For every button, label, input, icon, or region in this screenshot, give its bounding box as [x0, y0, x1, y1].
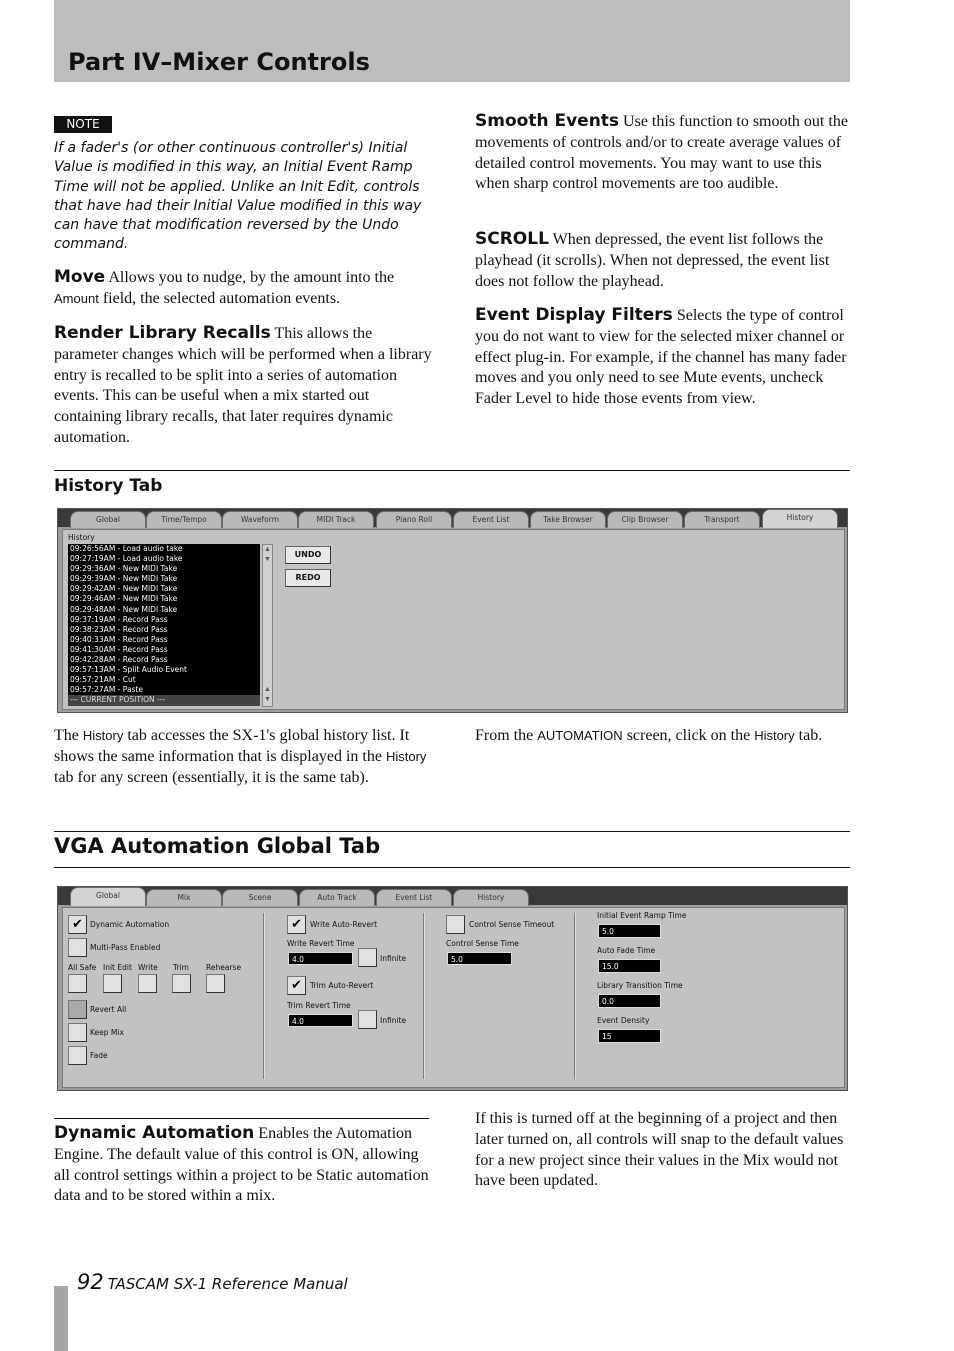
history-description-left — [54, 726, 432, 788]
history-entry[interactable]: 09:27:19AM - Load audio take — [70, 554, 183, 564]
keep-mix-label: Keep Mix — [90, 1028, 124, 1037]
history-keyword: History — [82, 728, 124, 743]
tab-transport[interactable]: Transport — [684, 511, 760, 528]
dynamic-automation-label: Dynamic Automation — [90, 920, 170, 929]
tab-midi-track[interactable]: MIDI Track — [298, 511, 374, 528]
footer — [77, 1270, 348, 1294]
mode-label-trim: Trim — [173, 963, 189, 972]
infinite-write-label: Infinite — [380, 954, 407, 963]
history-entry[interactable]: 09:40:33AM - Record Pass — [70, 634, 168, 644]
move-paragraph — [54, 267, 430, 310]
control-sense-timeout-checkbox[interactable] — [446, 915, 465, 934]
tab-event-list[interactable]: Event List — [376, 889, 452, 906]
render-heading: Render Library Recalls — [54, 323, 271, 343]
filters-paragraph — [475, 305, 850, 410]
history-keyword: History — [385, 748, 427, 764]
write-auto-revert-label: Write Auto-Revert — [310, 920, 378, 929]
infinite-write-checkbox[interactable] — [358, 948, 377, 967]
multi-pass-checkbox[interactable] — [68, 938, 87, 957]
tab-event-list[interactable]: Event List — [453, 511, 529, 528]
fade-button[interactable] — [68, 1046, 87, 1065]
filters-heading: Event Display Filters — [475, 305, 673, 325]
history-current-position[interactable]: --- CURRENT POSITION --- — [68, 695, 260, 705]
scroll-paragraph — [475, 229, 850, 292]
history-entry[interactable]: 09:57:21AM - Cut — [70, 675, 136, 685]
tab-history[interactable]: History — [762, 509, 838, 528]
history-section-title: History Tab — [54, 476, 163, 496]
undo-button[interactable]: UNDO — [285, 546, 331, 564]
event-density-label: Event Density — [597, 1016, 650, 1025]
scroll-down-icon[interactable]: ▼ — [264, 695, 271, 703]
history-entry[interactable]: 09:29:42AM - New MIDI Take — [70, 584, 178, 594]
history-content — [62, 529, 845, 710]
smooth-paragraph — [475, 111, 850, 195]
history-entry[interactable]: 09:38:23AM - Record Pass — [70, 624, 168, 634]
automation-keyword: AUTOMATION — [537, 728, 623, 743]
vga-screenshot — [57, 886, 848, 1091]
dynamic-automation-checkbox[interactable]: ✔ — [68, 915, 87, 934]
dynamic-automation-right-paragraph: If this is turned off at the beginning of a project and then later turned on, all controls will snap to the default values for a new project since their values in the Mix would not have been updated. — [475, 1110, 844, 1190]
auto-fade-field[interactable]: 15.0 — [598, 959, 661, 973]
revert-all-button[interactable] — [68, 1000, 87, 1019]
control-sense-time-field[interactable]: 5.0 — [447, 952, 512, 965]
tab-global[interactable]: Global — [70, 511, 146, 528]
write-button[interactable] — [138, 974, 157, 993]
history-list[interactable] — [68, 544, 260, 705]
keep-mix-button[interactable] — [68, 1023, 87, 1042]
history-desc-text: tab accesses the SX-1's global history list. It shows the same information that is displayed in the — [54, 727, 410, 765]
history-entry[interactable]: 09:41:30AM - Record Pass — [70, 644, 168, 654]
dynamic-rule — [54, 1118, 429, 1119]
vga-content — [62, 907, 845, 1088]
move-heading: Move — [54, 267, 106, 287]
history-desc-text: tab for any screen (essentially, it is the same tab). — [54, 768, 369, 786]
render-paragraph — [54, 323, 432, 449]
vga-section-title: VGA Automation Global Tab — [54, 834, 381, 858]
initial-event-ramp-label: Initial Event Ramp Time — [597, 911, 687, 920]
control-sense-timeout-label: Control Sense Timeout — [469, 920, 555, 929]
tab-piano-roll[interactable]: Piano Roll — [376, 511, 452, 528]
scroll-up-icon[interactable]: ▲ — [264, 545, 271, 553]
scroll-down-icon[interactable]: ▼ — [264, 555, 271, 563]
scroll-heading: SCROLL — [475, 229, 549, 249]
library-transition-field[interactable]: 0.0 — [598, 994, 661, 1008]
event-density-field[interactable]: 15 — [598, 1029, 661, 1043]
dynamic-automation-heading: Dynamic Automation — [54, 1123, 255, 1143]
multi-pass-label: Multi-Pass Enabled — [90, 943, 161, 952]
page-title: Part IV–Mixer Controls — [68, 48, 370, 76]
footer-bar — [54, 1286, 68, 1351]
tab-mix[interactable]: Mix — [146, 889, 222, 906]
trim-button[interactable] — [172, 974, 191, 993]
column-divider — [263, 913, 265, 1079]
tab-waveform[interactable]: Waveform — [222, 511, 298, 528]
move-text-end: field, the selected automation events. — [98, 289, 341, 307]
amount-keyword: Amount — [54, 290, 99, 306]
history-entry[interactable]: 09:29:46AM - New MIDI Take — [70, 594, 178, 604]
page-number: 92 — [77, 1270, 104, 1294]
tab-clip-browser[interactable]: Clip Browser — [607, 511, 683, 528]
history-entry[interactable]: 09:37:19AM - Record Pass — [70, 614, 168, 624]
history-screenshot — [57, 508, 848, 713]
render-text: This allows the parameter changes which will be performed when a library entry is recalled to be split into a series of automation events. This can be useful when a mix started out containing library recalls, that later requires dynamic automation. — [54, 325, 432, 446]
tab-take-browser[interactable]: Take Browser — [530, 511, 606, 528]
history-desc-text: tab. — [794, 727, 823, 744]
dynamic-automation-paragraph — [54, 1123, 432, 1207]
write-revert-time-label: Write Revert Time — [287, 939, 355, 948]
vga-rule-top — [54, 831, 850, 832]
column-divider — [423, 913, 425, 1079]
history-entry[interactable]: 09:57:13AM - Split Audio Event — [70, 665, 187, 675]
note-text: If a fader's (or other continuous controller's) Initial Value is modified in this way, an Initial Event Ramp Time will not be applied. Unlike an Init Edit, controls that have had their Initial Value modified in this way can have that modification reversed by the Undo command. — [54, 140, 422, 253]
init-edit-button[interactable] — [103, 974, 122, 993]
trim-revert-time-label: Trim Revert Time — [287, 1001, 351, 1010]
move-text: Allows you to nudge, by the amount into the — [105, 269, 395, 286]
history-entry[interactable]: 09:29:39AM - New MIDI Take — [70, 574, 178, 584]
fade-label: Fade — [90, 1051, 108, 1060]
scroll-text: When depressed, the event list follows the playhead (it scrolls). When not depressed, the event list does not follow the playhead. — [475, 231, 830, 290]
trim-auto-revert-label: Trim Auto-Revert — [310, 981, 374, 990]
auto-fade-label: Auto Fade Time — [597, 946, 656, 955]
history-entry[interactable]: 09:57:27AM - Paste — [70, 685, 144, 695]
mode-label-rehearse: Rehearse — [206, 963, 242, 972]
history-entry[interactable]: 09:42:28AM - Record Pass — [70, 655, 168, 665]
history-scrollbar[interactable] — [262, 544, 273, 707]
vga-rule-bottom — [54, 867, 850, 868]
library-transition-label: Library Transition Time — [597, 981, 683, 990]
tab-global[interactable]: Global — [70, 887, 146, 906]
tab-history[interactable]: History — [453, 889, 529, 906]
history-description-right — [475, 726, 850, 747]
mode-label-all-safe: All Safe — [68, 963, 97, 972]
tab-auto-track[interactable]: Auto Track — [299, 889, 375, 906]
all-safe-button[interactable] — [68, 974, 87, 993]
history-tab-bar — [58, 509, 847, 527]
revert-all-label: Revert All — [90, 1005, 127, 1014]
manual-title: TASCAM SX-1 Reference Manual — [107, 1275, 348, 1293]
history-rule — [54, 470, 850, 471]
tab-time-tempo[interactable]: Time/Tempo — [146, 511, 222, 528]
history-entry[interactable]: 09:29:48AM - New MIDI Take — [70, 604, 178, 614]
history-entry[interactable]: 09:26:56AM - Load audio take — [70, 544, 183, 553]
note-badge: NOTE — [54, 116, 112, 133]
mode-label-init-edit: Init Edit — [103, 963, 132, 972]
history-desc-text: From the — [475, 727, 538, 744]
filters-text: Selects the type of control you do not want to view for the selected mixer channel or effect plug-in. For example, if the channel has many fader moves and you only need to see Mute events, uncheck Fader Level to hide those events from view. — [475, 307, 847, 408]
infinite-trim-label: Infinite — [380, 1016, 407, 1025]
control-sense-time-label: Control Sense Time — [446, 939, 519, 948]
history-keyword: History — [754, 728, 795, 743]
smooth-heading: Smooth Events — [475, 111, 620, 131]
redo-button[interactable]: REDO — [285, 569, 331, 587]
infinite-trim-checkbox[interactable] — [358, 1010, 377, 1029]
scroll-up-icon[interactable]: ▲ — [264, 685, 271, 693]
mode-label-write: Write — [138, 963, 158, 972]
initial-event-ramp-field[interactable]: 5.0 — [598, 924, 661, 938]
history-desc-text: screen, click on the — [622, 727, 755, 744]
rehearse-button[interactable] — [206, 974, 225, 993]
trim-revert-time-field[interactable]: 4.0 — [288, 1014, 353, 1027]
column-divider — [574, 913, 576, 1079]
dynamic-automation-text: Enables the Automation Engine. The default value of this control is ON, allowing all control settings within a project to be Static automation data and to be stored within a mix. — [54, 1125, 429, 1205]
history-desc-text: The — [54, 727, 83, 744]
vga-tab-bar — [58, 887, 847, 905]
tab-scene[interactable]: Scene — [222, 889, 298, 906]
trim-auto-revert-checkbox[interactable]: ✔ — [287, 976, 306, 995]
history-entry[interactable]: 09:29:36AM - New MIDI Take — [70, 564, 178, 574]
smooth-text: Use this function to smooth out the movements of controls and/or to create average values of detailed control movements. You may want to use this when sharp control movements are too audible. — [475, 113, 848, 193]
history-list-label: History — [68, 533, 95, 542]
write-revert-time-field[interactable]: 4.0 — [288, 952, 353, 965]
write-auto-revert-checkbox[interactable]: ✔ — [287, 915, 306, 934]
